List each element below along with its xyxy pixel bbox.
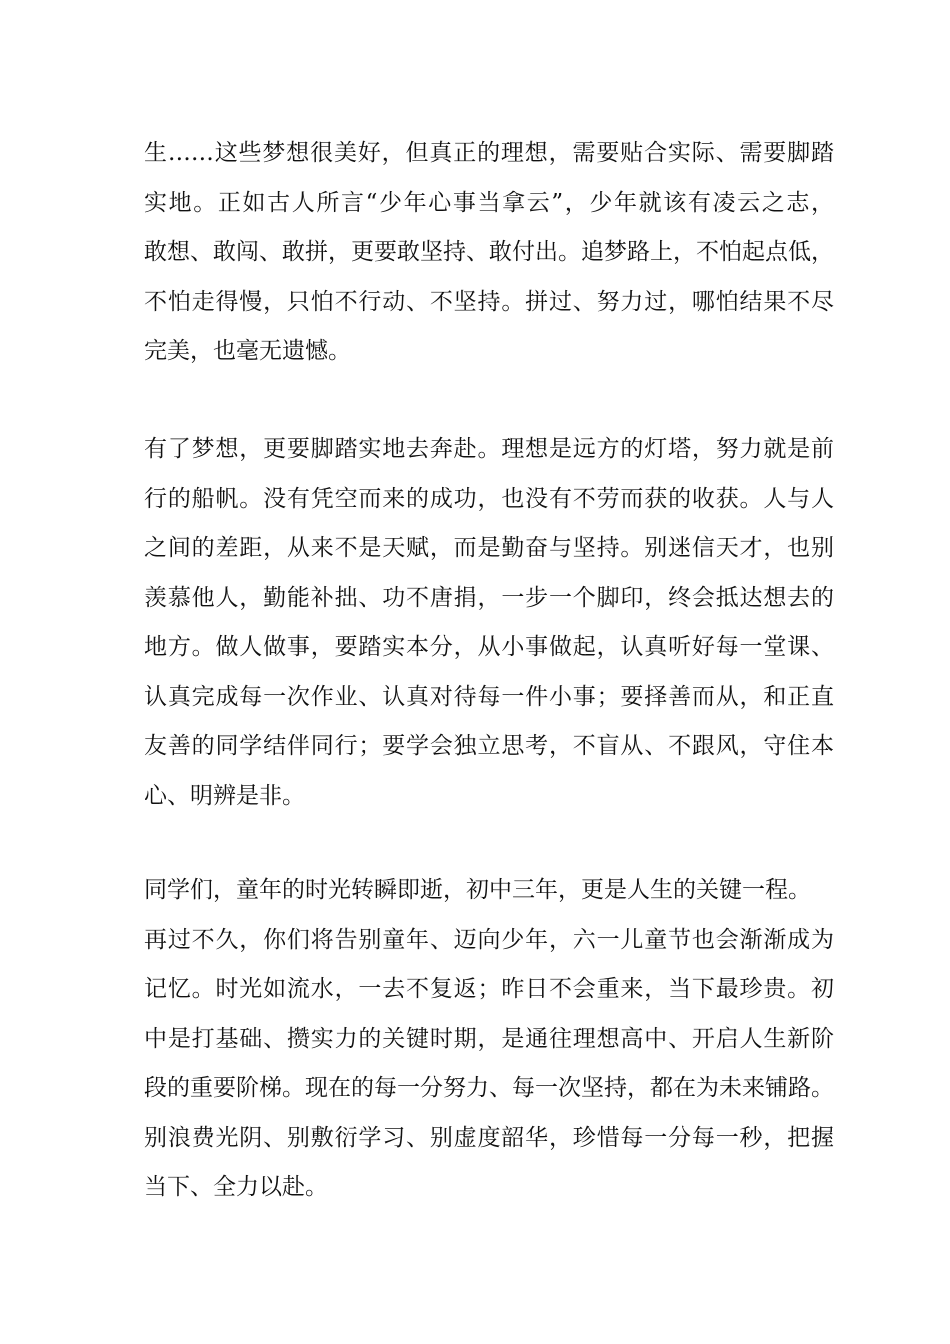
text-line: 记忆。时光如流水，一去不复返；昨日不会重来，当下最珍贵。初 bbox=[144, 976, 834, 1002]
text-line: 友善的同学结伴同行；要学会独立思考，不盲从、不跟风，守住本 bbox=[144, 733, 834, 759]
text-line: 再过不久，你们将告别童年、迈向少年，六一儿童节也会渐渐成为 bbox=[144, 926, 834, 953]
text-line: 地方。做人做事，要踏实本分，从小事做起，认真听好每一堂课、 bbox=[144, 634, 834, 660]
paragraph-hard-work bbox=[144, 425, 834, 821]
text-line: 生……这些梦想很美好，但真正的理想，需要贴合实际、需要脚踏 bbox=[144, 140, 834, 166]
text-line: 有了梦想，更要脚踏实地去奔赴。理想是远方的灯塔，努力就是前 bbox=[144, 436, 834, 462]
paragraph-dream-reality bbox=[144, 129, 834, 377]
text-line: 认真完成每一次作业、认真对待每一件小事；要择善而从，和正直 bbox=[144, 683, 834, 710]
text-line: 段的重要阶梯。现在的每一分努力、每一次坚持，都在为未来铺路。 bbox=[144, 1075, 834, 1101]
text-line: 当下、全力以赴。 bbox=[144, 1174, 328, 1200]
text-line: 之间的差距，从来不是天赋，而是勤奋与坚持。别迷信天才，也别 bbox=[144, 535, 834, 561]
text-line: 敢想、敢闯、敢拼，更要敢坚持、敢付出。追梦路上，不怕起点低， bbox=[144, 239, 834, 265]
text-line: 别浪费光阴、别敷衍学习、别虚度韶华，珍惜每一分每一秒，把握 bbox=[144, 1124, 834, 1151]
paragraph-cherish-time bbox=[144, 866, 834, 1213]
text-line: 羡慕他人，勤能补拙、功不唐捐，一步一个脚印，终会抵达想去的 bbox=[144, 584, 834, 611]
text-line: 同学们，童年的时光转瞬即逝，初中三年，更是人生的关键一程。 bbox=[144, 877, 811, 903]
text-line: 完美，也毫无遗憾。 bbox=[144, 338, 351, 364]
text-line: 行的船帆。没有凭空而来的成功，也没有不劳而获的收获。人与人 bbox=[144, 485, 834, 512]
text-line: 心、明辨是非。 bbox=[144, 782, 305, 809]
text-line: 中是打基础、攒实力的关键时期，是通往理想高中、开启人生新阶 bbox=[144, 1025, 834, 1052]
text-line: 实地。正如古人所言“少年心事当拿云”，少年就该有凌云之志， bbox=[144, 189, 834, 216]
text-line: 不怕走得慢，只怕不行动、不坚持。拼过、努力过，哪怕结果不尽 bbox=[144, 288, 834, 315]
